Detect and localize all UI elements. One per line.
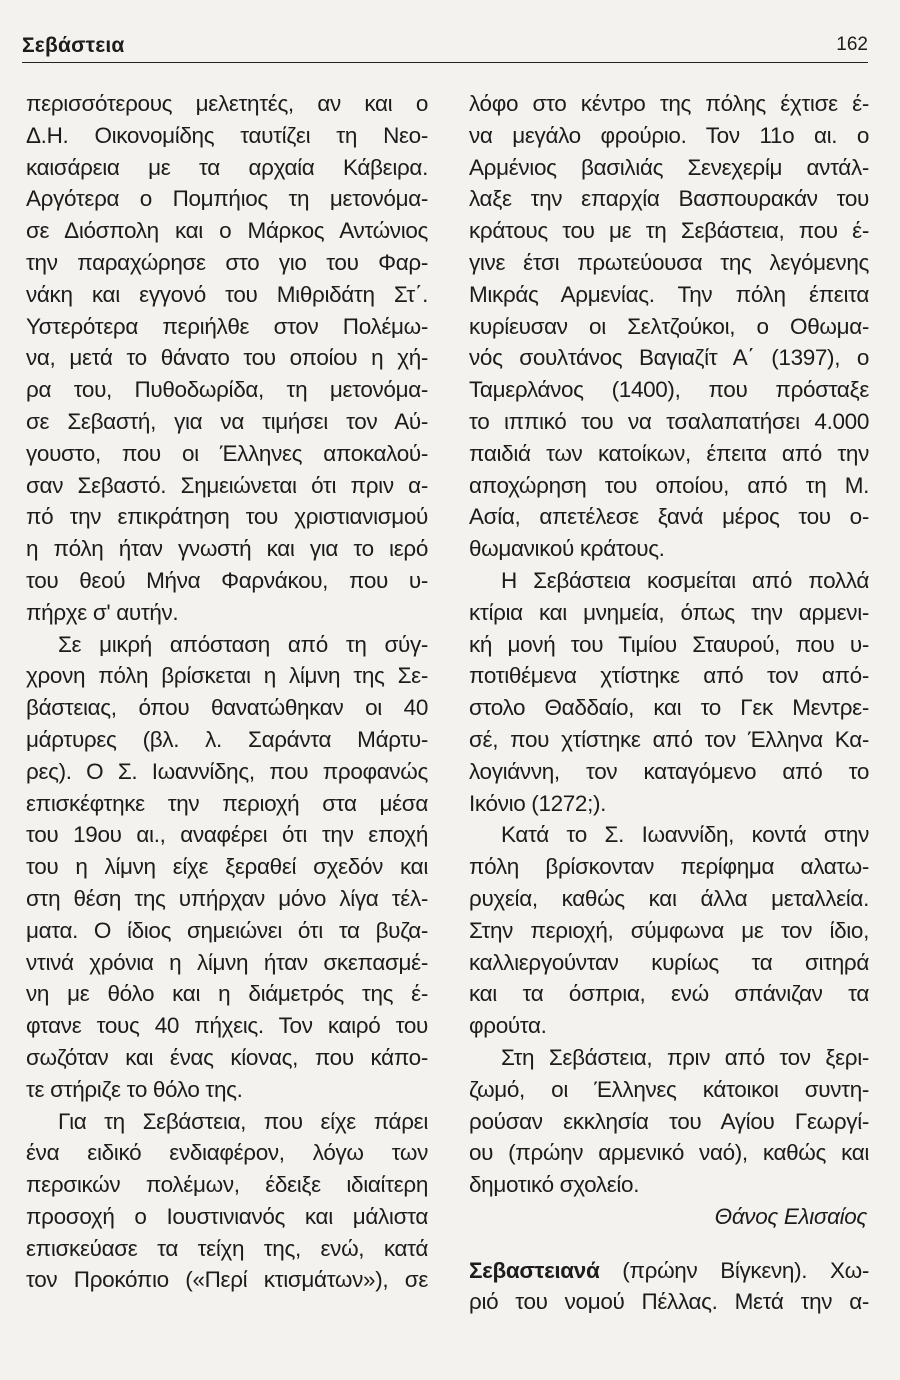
text-line: η πόλη ήταν γνωστή και για το ιερό xyxy=(26,536,428,562)
text-line: ρυχεία, καθώς και άλλα μεταλλεία. xyxy=(469,885,869,911)
text-line: Δ.Η. Οικονομίδης ταυτίζει τη Νεο- xyxy=(26,122,428,148)
paragraph-start-line: Στη Σεβάστεια, πριν από τον ξερι- xyxy=(501,1044,869,1070)
text-line: λόφο στο κέντρο της πόλης έχτισε έ- xyxy=(469,91,869,116)
text-line: πόλη βρίσκονταν περίφημα αλατω- xyxy=(469,854,869,880)
text-line: ένα ειδικό ενδιαφέρον, λόγω των xyxy=(26,1140,428,1166)
text-line: στη θέση της υπήρχαν μόνο λίγα τέλ- xyxy=(26,885,428,911)
text-line: χρονη πόλη βρίσκεται η λίμνη της Σε- xyxy=(26,663,428,689)
text-line: πό την επικράτηση του χριστιανισμού xyxy=(26,504,428,530)
text-line: καλλιεργούνταν κυρίως τα σιτηρά xyxy=(469,949,869,975)
paragraph-start-line: Για τη Σεβάστεια, που είχε πάρει xyxy=(58,1108,428,1134)
text-line: προσοχή ο Ιουστινιανός και μάλιστα xyxy=(26,1203,428,1229)
text-line: Ικόνιο (1272;). xyxy=(469,790,607,816)
text-line: ρες). Ο Σ. Ιωαννίδης, που προφανώς xyxy=(26,758,428,784)
text-line: και τα όσπρια, ενώ σπάνιζαν τα xyxy=(469,981,869,1007)
text-line: του θεού Μήνα Φαρνάκου, που υ- xyxy=(26,567,428,593)
text-line: κή μονή του Τιμίου Σταυρού, που υ- xyxy=(469,631,869,657)
text-line: επισκέφτηκε την περιοχή στα μέσα xyxy=(26,790,428,816)
text-line: το ιππικό του να τσαλαπατήσει 4.000 xyxy=(469,408,869,434)
text-line: την παραχώρησε στο γιο του Φαρ- xyxy=(26,249,428,275)
text-line: πήρχε σ' αυτήν. xyxy=(26,599,179,625)
text-line: θωμανικού κράτους. xyxy=(469,536,665,562)
page-number: 162 xyxy=(836,34,868,55)
text-line: κτίρια και μνημεία, όπως την αρμενι- xyxy=(469,599,869,625)
text-line: κυρίευσαν οι Σελτζούκοι, ο Οθωμα- xyxy=(469,313,869,339)
page-header xyxy=(22,34,868,62)
text-line: του η λίμνη είχε ξεραθεί σχεδόν και xyxy=(26,854,428,880)
text-line: παιδιά των κατοίκων, έπειτα από την xyxy=(469,440,869,466)
text-line: τε στήριζε το θόλο της. xyxy=(26,1076,243,1102)
text-line: γινε έτσι πρωτεύουσα της λεγόμενης xyxy=(469,249,869,275)
paragraph-start-line: Η Σεβάστεια κοσμείται από πολλά xyxy=(501,567,869,593)
text-line: σέ, που χτίστηκε από τον Έλληνα Κα- xyxy=(469,726,869,752)
text-line: τον Προκόπιο («Περί κτισμάτων»), σε xyxy=(26,1267,428,1293)
text-line: να, μετά το θάνατο του οποίου η χή- xyxy=(26,345,428,371)
text-line: Στην περιοχή, σύμφωνα με τον ίδιο, xyxy=(469,917,869,943)
running-title: Σεβάστεια xyxy=(22,34,125,57)
text-line: ματα. Ο ίδιος σημειώνει ότι τα βυζα- xyxy=(26,917,428,943)
left-column xyxy=(26,88,428,1296)
text-line: στολο Θαδδαίο, και το Γεκ Μεντρε- xyxy=(469,695,869,721)
text-line: νός σουλτάνος Βαγιαζίτ Α΄ (1397), ο xyxy=(469,345,869,371)
text-line: νη με θόλο και η διάμετρός της έ- xyxy=(26,981,428,1007)
text-line: Αργότερα ο Πομπήιος τη μετονόμα- xyxy=(26,186,428,212)
entry-headword: Σεβαστειανά xyxy=(469,1257,600,1283)
text-line: κράτους του με τη Σεβάστεια, που έ- xyxy=(469,218,869,244)
next-entry-first-line xyxy=(469,1255,869,1287)
text-line: νάκη και εγγονό του Μιθριδάτη Στ΄. xyxy=(26,281,428,307)
text-line: Ταμερλάνος (1400), που πρόσταξε xyxy=(469,377,869,403)
text-line: ρούσαν εκκλησία του Αγίου Γεωργί- xyxy=(469,1108,869,1134)
text-line: ποτιθέμενα χτίστηκε από τον από- xyxy=(469,663,869,689)
paragraph-start-line: Κατά το Σ. Ιωαννίδη, κοντά στην xyxy=(501,822,869,848)
entry-spacer xyxy=(469,1233,869,1255)
text-line: ριό του νομού Πέλλας. Μετά την α- xyxy=(469,1289,869,1315)
text-line: βάστειας, όπου θανατώθηκαν οι 40 xyxy=(26,695,428,721)
text-line: Μικράς Αρμενίας. Την πόλη έπειτα xyxy=(469,281,869,307)
text-line: μάρτυρες (βλ. λ. Σαράντα Μάρτυ- xyxy=(26,726,428,752)
text-line: καισάρεια με τα αρχαία Κάβειρα. xyxy=(26,154,428,180)
author-signature: Θάνος Ελισαίος xyxy=(714,1203,867,1229)
text-line: δημοτικό σχολείο. xyxy=(469,1172,640,1198)
text-line: επισκεύασε τα τείχη της, ενώ, κατά xyxy=(26,1235,428,1261)
text-line: λογιάννη, τον καταγόμενο από το xyxy=(469,758,869,784)
header-rule xyxy=(22,62,868,63)
text-line: ου (πρώην αρμενικό ναό), καθώς και xyxy=(469,1140,869,1166)
text-line: ζωμό, οι Έλληνες κάτοικοι συντη- xyxy=(469,1076,869,1102)
text-line: γουστο, που οι Έλληνες αποκαλού- xyxy=(26,440,428,466)
text-line: λαξε την επαρχία Βασπουρακάν του xyxy=(469,186,869,212)
text-line: του 19ου αι., αναφέρει ότι την εποχή xyxy=(26,822,428,848)
text-line: ντινά χρόνια η λίμνη ήταν σκεπασμέ- xyxy=(26,949,428,975)
text-line: σαν Σεβαστό. Σημειώνεται ότι πριν α- xyxy=(26,472,428,498)
text-line: Αρμένιος βασιλιάς Σενεχερίμ αντάλ- xyxy=(469,154,869,180)
right-column xyxy=(469,88,869,1318)
text-line: σωζόταν και ένας κίονας, που κάπο- xyxy=(26,1044,428,1070)
entry-line-rest: (πρώην Βίγκενη). Χω- xyxy=(599,1257,869,1283)
text-line: να μεγάλο φρούριο. Τον 11ο αι. ο xyxy=(469,122,869,148)
text-line: αποχώρηση του οποίου, από τη Μ. xyxy=(469,472,869,498)
text-line: ρα του, Πυθοδωρίδα, τη μετονόμα- xyxy=(26,377,428,403)
text-line: Ασία, απετέλεσε ξανά μέρος του ο- xyxy=(469,504,869,530)
paragraph-start-line: Σε μικρή απόσταση από τη σύγ- xyxy=(58,631,428,657)
text-line: σε Διόσπολη και ο Μάρκος Αντώνιος xyxy=(26,218,428,244)
text-line: φρούτα. xyxy=(469,1013,547,1039)
text-line: Υστερότερα περιήλθε στον Πολέμω- xyxy=(26,313,428,339)
text-line: φτανε τους 40 πήχεις. Τον καιρό του xyxy=(26,1013,428,1039)
text-line: σε Σεβαστή, για να τιμήσει τον Αύ- xyxy=(26,408,428,434)
text-line: περσικών πολέμων, έδειξε ιδιαίτερη xyxy=(26,1172,428,1198)
text-line: περισσότερους μελετητές, αν και ο xyxy=(26,91,428,116)
